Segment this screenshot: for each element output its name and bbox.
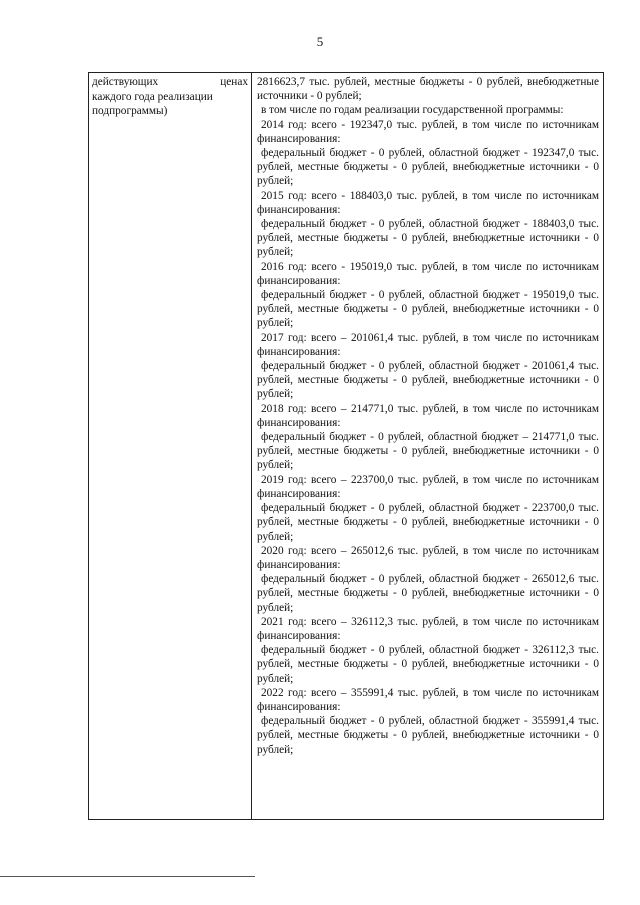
paragraph: федеральный бюджет - 0 рублей, областной бюджет – 214771,0 тыс. рублей, местные бюджеты - 0 рублей, внебюджетные источники - 0 рублей; [257, 431, 599, 472]
table-right-cell [252, 73, 603, 819]
paragraph: 2018 год: всего – 214771,0 тыс. рублей, в том числе по источникам финансирования: [257, 402, 599, 429]
paragraph: 2020 год: всего – 265012,6 тыс. рублей, в том числе по источникам финансирования: [257, 544, 599, 571]
paragraph: федеральный бюджет - 0 рублей, областной бюджет - 188403,0 тыс. рублей, местные бюджеты - 0 рублей, внебюджетные источники - 0 рублей; [257, 218, 599, 259]
paragraph: федеральный бюджет - 0 рублей, областной бюджет - 355991,4 тыс. рублей, местные бюджеты - 0 рублей, внебюджетные источники - 0 рублей; [257, 715, 599, 756]
paragraph: 2014 год: всего - 192347,0 тыс. рублей, в том числе по источникам финансирования: [257, 118, 599, 145]
paragraph: федеральный бюджет - 0 рублей, областной бюджет - 326112,3 тыс. рублей, местные бюджеты - 0 рублей, внебюджетные источники - 0 рублей; [257, 644, 599, 685]
paragraph: 2022 год: всего – 355991,4 тыс. рублей, в том числе по источникам финансирования: [257, 686, 599, 713]
page-number: 5 [316, 34, 324, 49]
left-cell-line-1: действующих ценах [92, 76, 248, 88]
paragraph: 2019 год: всего – 223700,0 тыс. рублей, в том числе по источникам финансирования: [257, 473, 599, 500]
paragraph: 2816623,7 тыс. рублей, местные бюджеты - 0 рублей, внебюджетные источники - 0 рублей; [257, 76, 599, 103]
left-cell-line-2: каждого года реализации [92, 90, 213, 103]
paragraph: федеральный бюджет - 0 рублей, областной бюджет - 192347,0 тыс. рублей, местные бюджеты - 0 рублей, внебюджетные источники - 0 рублей; [257, 147, 599, 188]
paragraph: федеральный бюджет - 0 рублей, областной бюджет - 223700,0 тыс. рублей, местные бюджеты - 0 рублей, внебюджетные источники - 0 рублей; [257, 502, 599, 543]
left-cell-line-3: подпрограммы) [92, 105, 168, 117]
table-left-cell [89, 73, 252, 819]
paragraph: федеральный бюджет - 0 рублей, областной бюджет - 201061,4 тыс. рублей, местные бюджеты - 0 рублей, внебюджетные источники - 0 рублей; [257, 360, 599, 401]
paragraph: 2017 год: всего – 201061,4 тыс. рублей, в том числе по источникам финансирования: [257, 331, 599, 358]
paragraph: федеральный бюджет - 0 рублей, областной бюджет - 265012,6 тыс. рублей, местные бюджеты - 0 рублей, внебюджетные источники - 0 рублей; [257, 573, 599, 614]
footnote-separator [0, 876, 255, 877]
paragraph: федеральный бюджет - 0 рублей, областной бюджет - 195019,0 тыс. рублей, местные бюджеты - 0 рублей, внебюджетные источники - 0 рублей; [257, 289, 599, 330]
paragraph: 2015 год: всего - 188403,0 тыс. рублей, в том числе по источникам финансирования: [257, 189, 599, 216]
paragraph: 2021 год: всего – 326112,3 тыс. рублей, в том числе по источникам финансирования: [257, 615, 599, 642]
paragraph: 2016 год: всего - 195019,0 тыс. рублей, в том числе по источникам финансирования: [257, 260, 599, 287]
paragraph: в том числе по годам реализации государственной программы: [261, 104, 564, 117]
funding-table [88, 72, 604, 820]
